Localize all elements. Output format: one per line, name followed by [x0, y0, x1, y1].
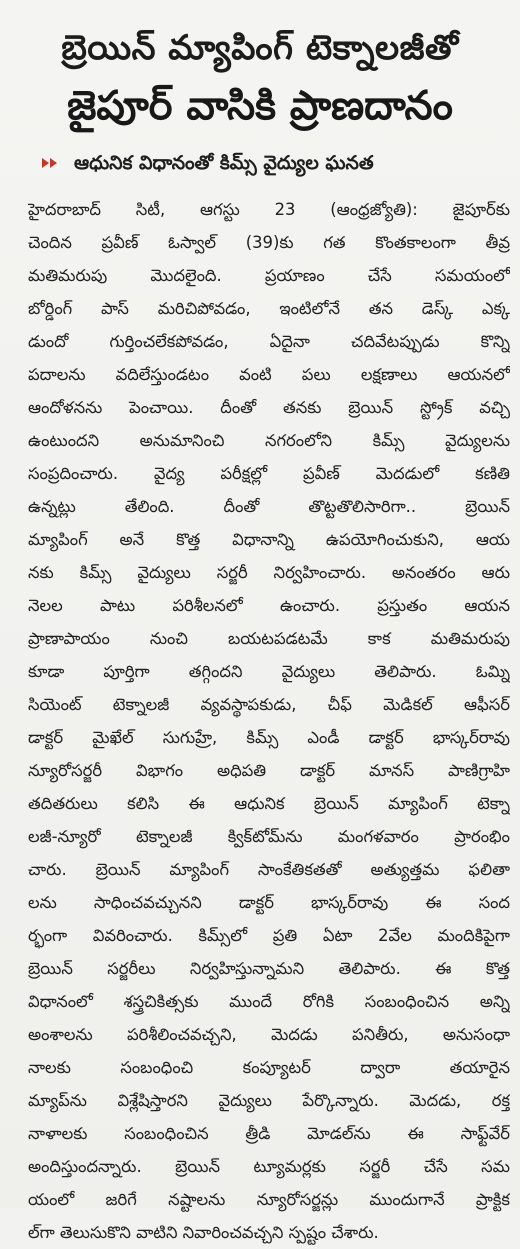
article-body-line: బోర్డింగ్ పాస్ మరిచిపోవడం, ఇంటిలోనే తన డెస్క్ ఎక్క: [28, 299, 510, 318]
article-body-line: మ్యాప్‌ను విశ్లేషిస్తారని వైద్యులు పేర్కొన్నారు. మెదడు, రక్త: [28, 1091, 510, 1110]
article-body-line: లను సాధించవచ్చునని డాక్టర్ భాస్కర్‌రావు ఈ సంద: [28, 893, 510, 912]
article-body-line: ఉన్నట్లు తేలింది. దీంతో తొట్టతొలిసారిగా.. బ్రెయిన్: [28, 497, 510, 516]
double-arrow-bullet-icon: [40, 155, 64, 171]
article-body-line: బ్రెయిన్ సర్జరీలు నిర్వహిస్తున్నామని తెలిపారు. ఈ కొత్త: [28, 959, 510, 978]
article-body-line: నెలల పాటు పరిశీలనలో ఉంచారు. ప్రస్తుతం ఆయన: [28, 596, 510, 615]
article-body-line: డుందో గుర్తించలేకపోవడం, ఏదైనా చదివేటప్పుడు కొన్ని: [28, 332, 510, 351]
article-body-line: నాలకు సంబంధించి కంప్యూటర్ ద్వారా తయారైన: [28, 1058, 510, 1077]
article-body: [28, 193, 510, 1249]
article-body-line: ఉంటుందని అనుమానించి నగరంలోని కిమ్స్ వైద్యులను: [28, 431, 510, 450]
article-body-line: తదితరులు కలిసి ఈ ఆధునిక బ్రెయిన్ మ్యాపింగ్ టెక్నా: [28, 794, 510, 813]
article-body-line: కూడా పూర్తిగా తగ్గిందని వైద్యులు తెలిపారు. ఓమ్ని: [28, 662, 510, 681]
article-body-line: ల్‌గా తెలుసుకొని వాటిని నివారించవచ్చని స్పష్టం చేశారు.: [28, 1223, 379, 1242]
article-body-line: ప్రాణాపాయం నుంచి బయటపడటమే కాక మతిమరుపు: [28, 629, 510, 648]
article-body-line: హైదరాబాద్ సిటీ, ఆగస్టు 23 (ఆంధ్రజ్యోతి): జైపూర్‌కు: [28, 200, 510, 219]
article-body-line: అందిస్తుందన్నారు. బ్రెయిన్ ట్యూమర్లకు సర్జరీ చేసే సమ: [28, 1157, 510, 1176]
article-body-line: సియెంట్ టెక్నాలజీ వ్యవస్థాపకుడు, చీఫ్ మెడికల్ ఆఫీసర్: [28, 695, 510, 714]
headline-line-2: జైపూర్ వాసికి ప్రాణదానం: [67, 83, 453, 129]
article-body-line: డాక్టర్ మైఖేల్ సుగుహ్రే, కిమ్స్ ఎండీ డాక్టర్ భాస్కర్‌రావు: [28, 728, 510, 747]
article-body-line: విధానంలో శస్త్రచికిత్సకు ముందే రోగికి సంబంధించిన అన్ని: [28, 992, 510, 1011]
article-body-line: చారు. బ్రెయిన్ మ్యాపింగ్ సాంకేతికతతో అత్యుత్తమ ఫలితా: [28, 860, 510, 879]
headline-line-1: బ్రెయిన్ మ్యాపింగ్ టెక్నాలజీతో: [61, 28, 459, 68]
article-body-line: పదాలను వదిలేస్తుండటం వంటి పలు లక్షణాలు ఆయనలో: [28, 365, 510, 384]
article-body-line: చెందిన ప్రవీణ్ ఓస్వాల్ (39)కు గత కొంతకాలంగా తీవ్ర: [28, 233, 510, 252]
article-body-line: యంలో జరిగే నష్టాలను న్యూరోసర్జన్లు ముందుగానే ప్రాక్టిక: [28, 1190, 510, 1209]
article-body-line: న్యూరోసర్జరీ విభాగం అధిపతి డాక్టర్ మానస్ పాణిగ్రాహి: [28, 761, 510, 780]
article-body-line: నాళాలకు సంబంధించిన త్రీడి మోడల్‌ను ఈ సాఫ్ట్‌వేర్: [28, 1124, 510, 1143]
article-body-line: ఆందోళనను పెంచాయి. దీంతో తనకు బ్రెయిన్ స్ట్రోక్ వచ్చి: [28, 398, 510, 417]
article-body-line: అంశాలను పరిశీలించవచ్చని, మెదడు పనితీరు, అనుసంధా: [28, 1025, 510, 1044]
article-body-line: నకు కిమ్స్ వైద్యులు సర్జరీ నిర్వహించారు. అనంతరం ఆరు: [28, 563, 510, 582]
subheading-text: ఆధునిక విధానంతో కిమ్స్ వైద్యుల ఘనత: [74, 152, 374, 174]
article-body-line: ర్భంగా వివరించారు. కిమ్స్‌లో ప్రతి ఏటా 2వేల మందికిపైగా: [28, 926, 510, 945]
article-body-line: సంప్రదించారు. వైద్య పరీక్షల్లో ప్రవీణ్ మెదడులో కణితి: [28, 464, 510, 483]
article-body-line: మ్యాపింగ్ అనే కొత్త విధానాన్ని ఉపయోగించుకుని, ఆయ: [28, 530, 510, 549]
subheading: [40, 150, 510, 176]
article-body-line: లజీ-న్యూరో టెక్నాలజీ క్విక్‌టోమ్‌ను మంగళవారం ప్రారంభిం: [28, 827, 510, 846]
article-body-line: మతిమరుపు మొదలైంది. ప్రయాణం చేసే సమయంలో: [28, 266, 510, 285]
